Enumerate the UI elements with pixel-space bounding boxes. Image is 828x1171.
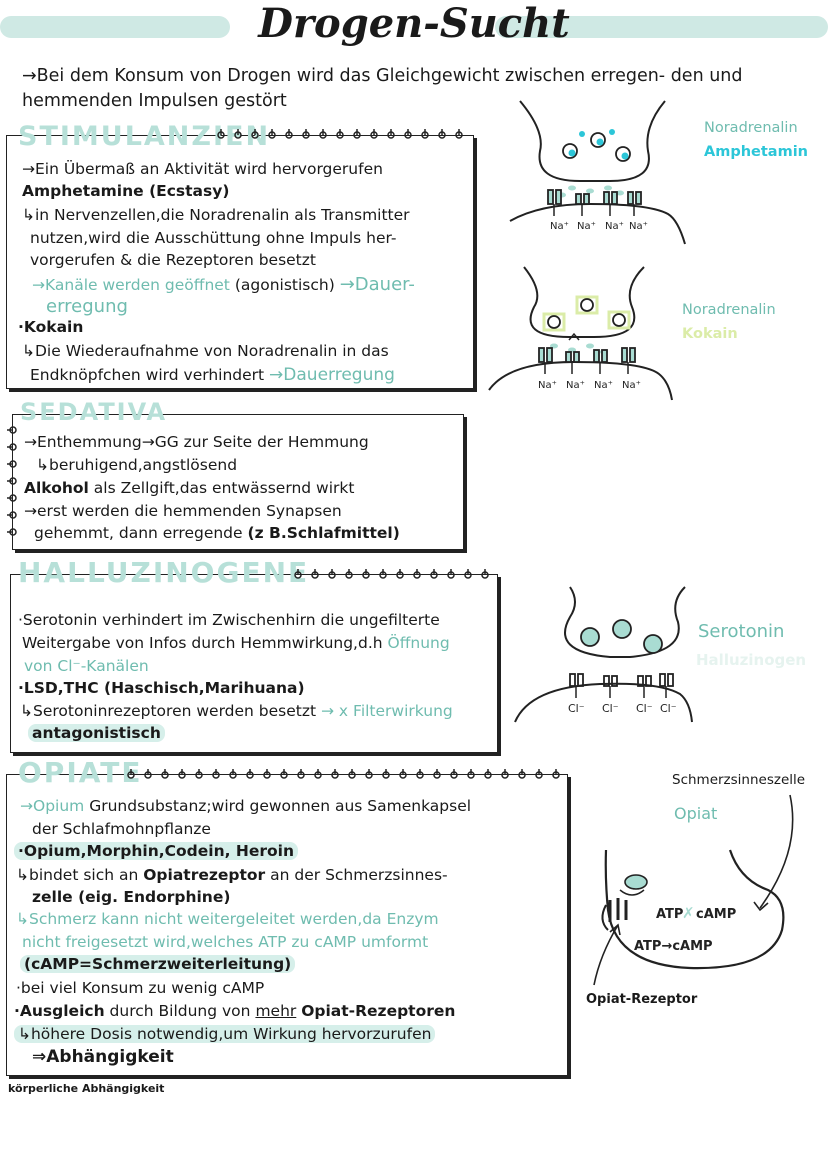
stim-line-6c: →Dauer- xyxy=(339,274,415,295)
d2-label-kokain: Kokain xyxy=(682,326,738,342)
cl-ion-label: Cl⁻ xyxy=(636,702,653,715)
hal-line-1: ·Serotonin verhindert im Zwischenhirn die ungefilterte xyxy=(18,611,440,629)
op-line-2: der Schlafmohnpflanze xyxy=(32,820,211,838)
page-title: Drogen-Sucht xyxy=(258,0,570,47)
cl-ion-label: Cl⁻ xyxy=(568,702,585,715)
d4-label-opiat: Opiat xyxy=(674,804,718,823)
cl-ion-label: Cl⁻ xyxy=(660,702,677,715)
na-ion-label: Na⁺ xyxy=(538,380,557,391)
op-line-11-highlight: ↳höhere Dosis notwendig,um Wirkung hervorzurufen xyxy=(14,1025,435,1043)
d1-label-noradrenalin: Noradrenalin xyxy=(704,120,798,136)
op-line-8 xyxy=(20,955,295,973)
opiate-heading: OPIATE xyxy=(18,756,143,789)
op-line-7: nicht freigesetzt wird,welches ATP zu cAMP umformt xyxy=(22,933,429,951)
halluzinogene-heading: HALLUZINOGENE xyxy=(18,556,310,589)
stim-line-2: Amphetamine (Ecstasy) xyxy=(22,182,230,200)
hal-line-6 xyxy=(28,724,165,742)
synapse-diagram-kokain xyxy=(484,262,684,402)
op-line-1b: Grundsubstanz;wird gewonnen aus Samenkapsel xyxy=(89,797,472,815)
sed-line-5 xyxy=(34,524,400,542)
stimulanzien-heading: STIMULANZIEN xyxy=(18,121,271,152)
stim-line-9: ↳Die Wiederaufnahme von Noradrenalin in das xyxy=(22,342,389,360)
sed-line-2: ↳beruhigend,angstlösend xyxy=(36,456,238,474)
hal-line-2b: Öffnung xyxy=(387,634,450,652)
hal-line-6-highlight: antagonistisch xyxy=(28,724,165,742)
na-ion-label: Na⁺ xyxy=(577,221,596,232)
footer-note: körperliche Abhängigkeit xyxy=(8,1082,165,1095)
d3-label-serotonin: Serotonin xyxy=(698,621,785,642)
sed-line-5b: (z B.Schlafmittel) xyxy=(247,524,400,542)
sed-line-1: →Enthemmung→GG zur Seite der Hemmung xyxy=(24,433,369,451)
stim-line-7: erregung xyxy=(46,296,128,317)
na-ion-label: Na⁺ xyxy=(566,380,585,391)
hal-line-5b: → x Filterwirkung xyxy=(321,702,453,720)
stim-line-5: vorgerufen & die Rezeptoren besetzt xyxy=(30,251,316,269)
stim-line-1: →Ein Übermaß an Aktivität wird hervorgerufen xyxy=(22,160,383,178)
d4-blocked-x-icon: ✗ xyxy=(682,904,695,922)
stim-line-6 xyxy=(32,274,415,295)
op-line-4b: Opiatrezeptor xyxy=(143,866,266,884)
op-line-10a: ·Ausgleich xyxy=(14,1002,105,1020)
op-line-5: zelle (eig. Endorphine) xyxy=(32,888,231,906)
d4-atp-text: ATP xyxy=(656,907,684,922)
hal-line-2 xyxy=(22,634,450,652)
opiat-receptor-diagram xyxy=(580,790,820,990)
stim-line-6b: (agonistisch) xyxy=(234,276,335,294)
op-line-6: ↳Schmerz kann nicht weitergeleitet werden,da Enzym xyxy=(16,910,439,928)
d2-label-noradrenalin: Noradrenalin xyxy=(682,302,776,318)
op-line-3-highlight: ·Opium,Morphin,Codein, Heroin xyxy=(14,842,298,860)
sed-line-4: →erst werden die hemmenden Synapsen xyxy=(24,502,342,520)
d4-atp-camp-text: ATP→cAMP xyxy=(634,939,713,954)
hal-line-5 xyxy=(20,702,453,720)
op-line-11 xyxy=(14,1025,435,1043)
op-line-1 xyxy=(20,797,471,815)
intro-text: →Bei dem Konsum von Drogen wird das Gleichgewicht zwischen erregen- den und hemmenden Impulsen gestört xyxy=(22,66,743,111)
d3-label-halluzinogen: Halluzinogen xyxy=(696,651,807,669)
op-line-4c: an der Schmerzsinnes- xyxy=(270,866,448,884)
sed-line-3b: als Zellgift,das entwässernd wirkt xyxy=(93,479,355,497)
op-line-3 xyxy=(14,842,298,860)
op-line-10b: durch Bildung von xyxy=(109,1002,251,1020)
sed-line-5a: gehemmt, dann erregende xyxy=(34,524,243,542)
sed-line-3a: Alkohol xyxy=(24,479,89,497)
na-ion-label: Na⁺ xyxy=(622,380,641,391)
spiral-binding-left-icon xyxy=(6,424,20,548)
stim-line-10b: →Dauerregung xyxy=(269,365,395,385)
na-ion-label: Na⁺ xyxy=(550,221,569,232)
sedativa-heading: SEDATIVA xyxy=(20,398,168,426)
stim-line-8: ·Kokain xyxy=(18,318,84,336)
hal-line-4: ·LSD,THC (Haschisch,Marihuana) xyxy=(18,679,305,697)
op-line-12: ⇒Abhängigkeit xyxy=(32,1047,174,1067)
stim-line-10 xyxy=(30,365,395,385)
hal-line-5a: ↳Serotoninrezeptoren werden besetzt xyxy=(20,702,317,720)
spiral-binding-icon xyxy=(215,128,470,142)
na-ion-label: Na⁺ xyxy=(605,221,624,232)
op-line-10 xyxy=(14,1002,455,1020)
stim-line-4: nutzen,wird die Ausschüttung ohne Impuls her- xyxy=(30,229,397,247)
d4-label-opiat-rezeptor: Opiat-Rezeptor xyxy=(586,992,698,1007)
synapse-diagram-serotonin xyxy=(510,582,700,732)
op-line-10c: mehr xyxy=(255,1002,297,1020)
op-line-10d: Opiat-Rezeptoren xyxy=(301,1002,456,1020)
hal-line-3: von Cl⁻-Kanälen xyxy=(24,657,149,675)
spiral-binding-icon xyxy=(292,568,492,582)
stim-line-6a: →Kanäle werden geöffnet xyxy=(32,276,230,294)
spiral-binding-icon xyxy=(125,768,565,782)
cl-ion-label: Cl⁻ xyxy=(602,702,619,715)
stim-line-3: ↳in Nervenzellen,die Noradrenalin als Transmitter xyxy=(22,206,410,224)
stim-line-10a: Endknöpfchen wird verhindert xyxy=(30,366,265,384)
d4-label-schmerzsinneszelle: Schmerzsinneszelle xyxy=(672,772,806,788)
op-line-4 xyxy=(16,866,448,884)
op-line-9: ·bei viel Konsum zu wenig cAMP xyxy=(16,979,265,997)
op-line-4a: ↳bindet sich an xyxy=(16,866,139,884)
d4-camp-text: cAMP xyxy=(696,907,737,922)
op-line-8-highlight: (cAMP=Schmerzweiterleitung) xyxy=(20,955,295,973)
hal-line-2a: Weitergabe von Infos durch Hemmwirkung,d.h xyxy=(22,634,383,652)
sed-line-3 xyxy=(24,479,354,497)
op-line-1a: →Opium xyxy=(20,797,85,815)
na-ion-label: Na⁺ xyxy=(629,221,648,232)
d1-label-amphetamin: Amphetamin xyxy=(704,144,808,160)
na-ion-label: Na⁺ xyxy=(594,380,613,391)
